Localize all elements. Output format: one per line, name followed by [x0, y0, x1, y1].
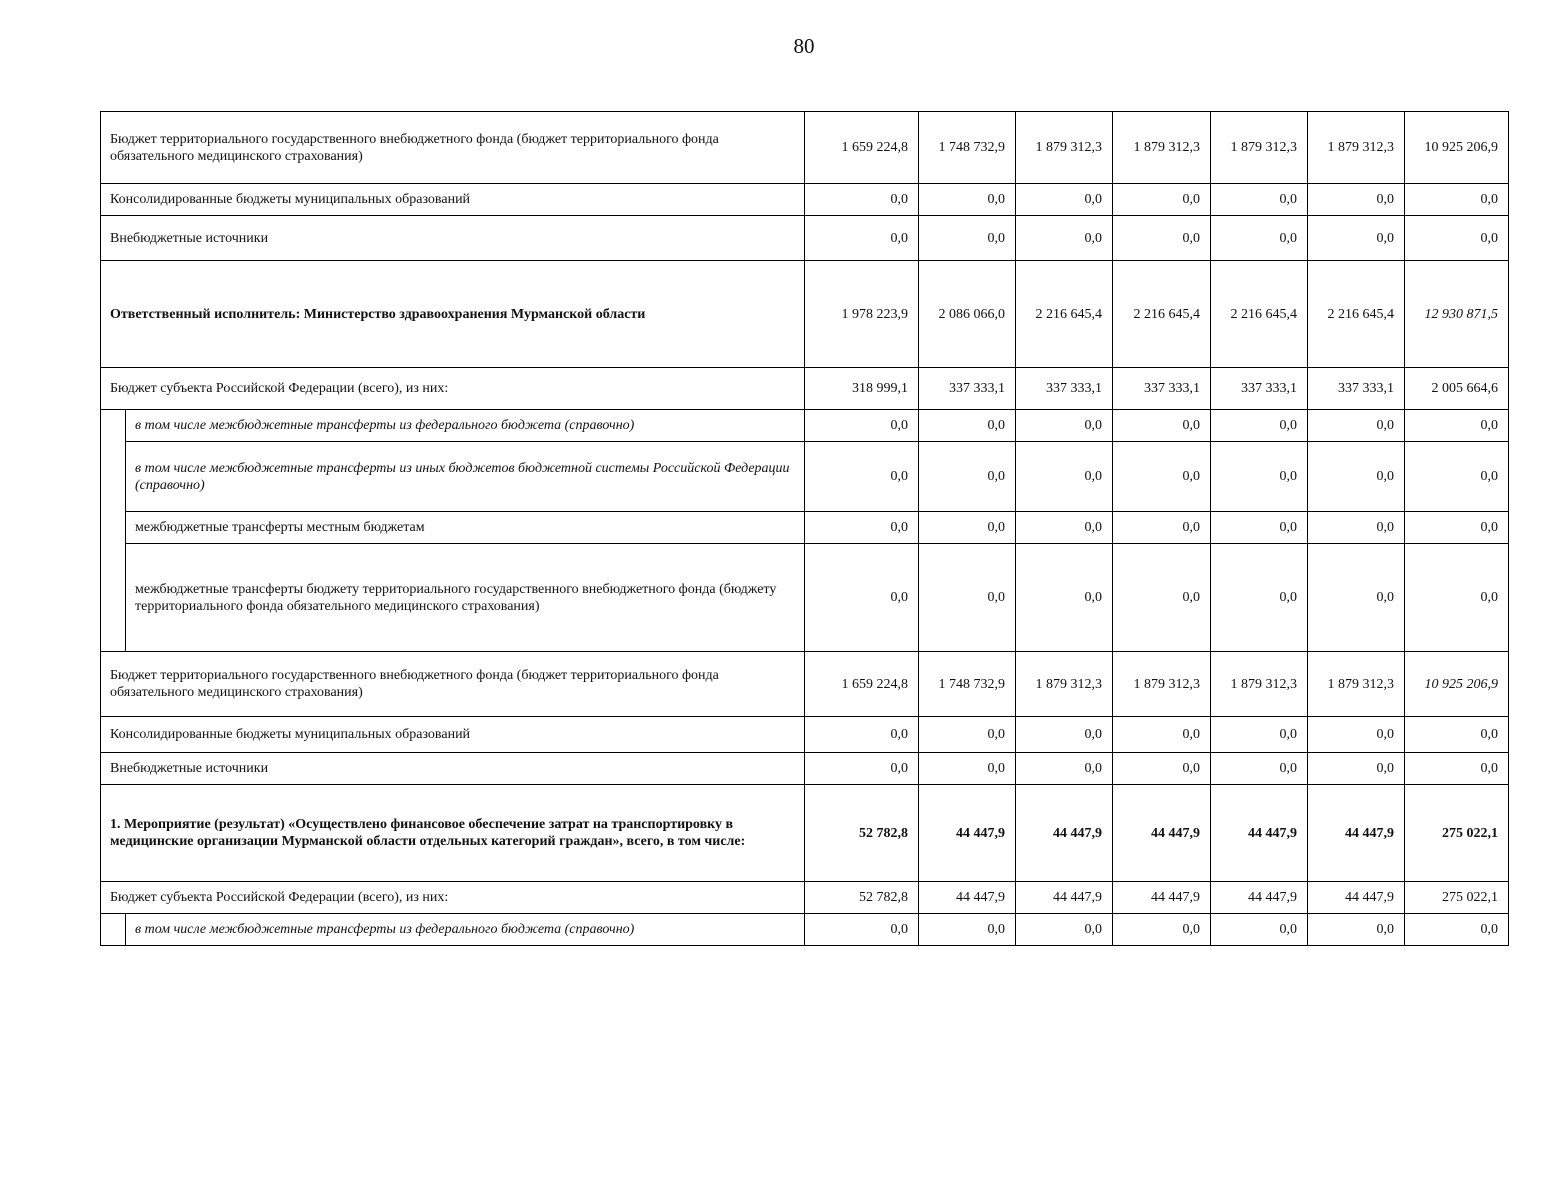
row-label: в том числе межбюджетные трансферты из иных бюджетов бюджетной системы Российской Федерации (справочно)	[126, 442, 805, 512]
page-number: 80	[793, 34, 815, 58]
value-cell: 52 782,8	[805, 882, 919, 914]
row-label: межбюджетные трансферты бюджету территориального государственного внебюджетного фонда (бюджету территориального фонда обязательного медицинского страхования)	[126, 544, 805, 652]
table-row	[101, 410, 1509, 442]
total-cell: 0,0	[1405, 184, 1509, 216]
table-row	[101, 544, 1509, 652]
value-cell: 0,0	[805, 442, 919, 512]
table-row	[101, 717, 1509, 753]
value-cell: 1 659 224,8	[805, 112, 919, 184]
value-cell: 1 748 732,9	[919, 652, 1016, 717]
value-cell: 1 748 732,9	[919, 112, 1016, 184]
total-cell: 275 022,1	[1405, 785, 1509, 882]
total-cell: 0,0	[1405, 410, 1509, 442]
value-cell: 0,0	[1016, 216, 1113, 261]
value-cell: 0,0	[919, 512, 1016, 544]
table-row	[101, 261, 1509, 368]
value-cell: 0,0	[805, 410, 919, 442]
value-cell: 0,0	[1211, 544, 1308, 652]
total-cell: 0,0	[1405, 914, 1509, 946]
value-cell: 44 447,9	[1211, 882, 1308, 914]
value-cell: 0,0	[1113, 914, 1211, 946]
value-cell: 2 216 645,4	[1016, 261, 1113, 368]
value-cell: 0,0	[805, 753, 919, 785]
value-cell: 0,0	[1211, 753, 1308, 785]
value-cell: 44 447,9	[1308, 882, 1405, 914]
value-cell: 0,0	[1016, 544, 1113, 652]
value-cell: 0,0	[1113, 753, 1211, 785]
value-cell: 0,0	[1308, 512, 1405, 544]
row-label: Бюджет территориального государственного внебюджетного фонда (бюджет территориального фонда обязательного медицинского страхования)	[101, 652, 805, 717]
value-cell: 0,0	[919, 442, 1016, 512]
row-label: Бюджет субъекта Российской Федерации (всего), из них:	[101, 368, 805, 410]
value-cell: 2 086 066,0	[919, 261, 1016, 368]
value-cell: 0,0	[919, 410, 1016, 442]
value-cell: 0,0	[1211, 410, 1308, 442]
value-cell: 1 879 312,3	[1113, 112, 1211, 184]
indent-cell	[101, 442, 126, 512]
row-label: Внебюджетные источники	[101, 216, 805, 261]
row-label: в том числе межбюджетные трансферты из федерального бюджета (справочно)	[126, 410, 805, 442]
indent-cell	[101, 410, 126, 442]
value-cell: 44 447,9	[1308, 785, 1405, 882]
value-cell: 0,0	[1308, 753, 1405, 785]
row-label: Бюджет территориального государственного внебюджетного фонда (бюджет территориального фонда обязательного медицинского страхования)	[101, 112, 805, 184]
value-cell: 0,0	[1113, 410, 1211, 442]
value-cell: 0,0	[1016, 184, 1113, 216]
table-row	[101, 753, 1509, 785]
value-cell: 0,0	[1211, 914, 1308, 946]
table-row	[101, 368, 1509, 410]
total-cell: 275 022,1	[1405, 882, 1509, 914]
value-cell: 0,0	[1113, 442, 1211, 512]
value-cell: 0,0	[1211, 717, 1308, 753]
total-cell: 0,0	[1405, 216, 1509, 261]
value-cell: 337 333,1	[1016, 368, 1113, 410]
value-cell: 318 999,1	[805, 368, 919, 410]
value-cell: 0,0	[805, 184, 919, 216]
value-cell: 0,0	[1211, 442, 1308, 512]
indent-cell	[101, 544, 126, 652]
value-cell: 1 879 312,3	[1308, 652, 1405, 717]
value-cell: 0,0	[805, 914, 919, 946]
value-cell: 0,0	[919, 184, 1016, 216]
value-cell: 0,0	[805, 544, 919, 652]
value-cell: 52 782,8	[805, 785, 919, 882]
value-cell: 1 879 312,3	[1113, 652, 1211, 717]
value-cell: 0,0	[1308, 216, 1405, 261]
row-label: межбюджетные трансферты местным бюджетам	[126, 512, 805, 544]
row-label: 1. Мероприятие (результат) «Осуществлено финансовое обеспечение затрат на транспортировку в медицинские организации Мурманской области отдельных категорий граждан», всего, в том числе:	[101, 785, 805, 882]
table-row	[101, 882, 1509, 914]
value-cell: 0,0	[1016, 512, 1113, 544]
table-row	[101, 914, 1509, 946]
row-label: Бюджет субъекта Российской Федерации (всего), из них:	[101, 882, 805, 914]
value-cell: 1 879 312,3	[1211, 652, 1308, 717]
value-cell: 0,0	[919, 914, 1016, 946]
value-cell: 0,0	[1308, 410, 1405, 442]
value-cell: 0,0	[805, 717, 919, 753]
row-label: Консолидированные бюджеты муниципальных образований	[101, 717, 805, 753]
row-label: Ответственный исполнитель: Министерство здравоохранения Мурманской области	[101, 261, 805, 368]
value-cell: 0,0	[1211, 512, 1308, 544]
table-row	[101, 652, 1509, 717]
table-row	[101, 112, 1509, 184]
value-cell: 0,0	[1308, 442, 1405, 512]
value-cell: 0,0	[1113, 184, 1211, 216]
row-label: в том числе межбюджетные трансферты из федерального бюджета (справочно)	[126, 914, 805, 946]
value-cell: 0,0	[1308, 544, 1405, 652]
value-cell: 1 879 312,3	[1308, 112, 1405, 184]
value-cell: 2 216 645,4	[1308, 261, 1405, 368]
value-cell: 0,0	[919, 216, 1016, 261]
value-cell: 44 447,9	[1113, 785, 1211, 882]
value-cell: 337 333,1	[919, 368, 1016, 410]
total-cell: 0,0	[1405, 717, 1509, 753]
value-cell: 0,0	[1113, 216, 1211, 261]
value-cell: 0,0	[1211, 216, 1308, 261]
total-cell: 0,0	[1405, 442, 1509, 512]
value-cell: 1 978 223,9	[805, 261, 919, 368]
value-cell: 337 333,1	[1211, 368, 1308, 410]
value-cell: 0,0	[805, 216, 919, 261]
indent-cell	[101, 914, 126, 946]
table-row	[101, 785, 1509, 882]
value-cell: 1 879 312,3	[1016, 652, 1113, 717]
value-cell: 0,0	[805, 512, 919, 544]
value-cell: 0,0	[919, 753, 1016, 785]
value-cell: 1 879 312,3	[1016, 112, 1113, 184]
value-cell: 2 216 645,4	[1113, 261, 1211, 368]
value-cell: 0,0	[1016, 442, 1113, 512]
value-cell: 0,0	[1016, 753, 1113, 785]
total-cell: 0,0	[1405, 753, 1509, 785]
value-cell: 0,0	[1113, 717, 1211, 753]
value-cell: 0,0	[1211, 184, 1308, 216]
value-cell: 337 333,1	[1308, 368, 1405, 410]
indent-cell	[101, 512, 126, 544]
value-cell: 0,0	[1113, 512, 1211, 544]
value-cell: 0,0	[1308, 184, 1405, 216]
value-cell: 0,0	[919, 717, 1016, 753]
value-cell: 0,0	[1113, 544, 1211, 652]
value-cell: 337 333,1	[1113, 368, 1211, 410]
value-cell: 0,0	[1016, 914, 1113, 946]
value-cell: 44 447,9	[1016, 882, 1113, 914]
value-cell: 2 216 645,4	[1211, 261, 1308, 368]
value-cell: 0,0	[1308, 717, 1405, 753]
value-cell: 44 447,9	[1016, 785, 1113, 882]
total-cell: 0,0	[1405, 544, 1509, 652]
row-label: Консолидированные бюджеты муниципальных образований	[101, 184, 805, 216]
total-cell: 0,0	[1405, 512, 1509, 544]
value-cell: 0,0	[919, 544, 1016, 652]
value-cell: 1 659 224,8	[805, 652, 919, 717]
total-cell: 2 005 664,6	[1405, 368, 1509, 410]
total-cell: 10 925 206,9	[1405, 652, 1509, 717]
value-cell: 0,0	[1016, 717, 1113, 753]
value-cell: 44 447,9	[919, 785, 1016, 882]
value-cell: 44 447,9	[919, 882, 1016, 914]
value-cell: 44 447,9	[1113, 882, 1211, 914]
budget-table	[100, 111, 1509, 946]
table-row	[101, 184, 1509, 216]
row-label: Внебюджетные источники	[101, 753, 805, 785]
table-row	[101, 216, 1509, 261]
total-cell: 12 930 871,5	[1405, 261, 1509, 368]
value-cell: 0,0	[1308, 914, 1405, 946]
value-cell: 1 879 312,3	[1211, 112, 1308, 184]
table-row	[101, 442, 1509, 512]
value-cell: 0,0	[1016, 410, 1113, 442]
value-cell: 44 447,9	[1211, 785, 1308, 882]
total-cell: 10 925 206,9	[1405, 112, 1509, 184]
table-row	[101, 512, 1509, 544]
